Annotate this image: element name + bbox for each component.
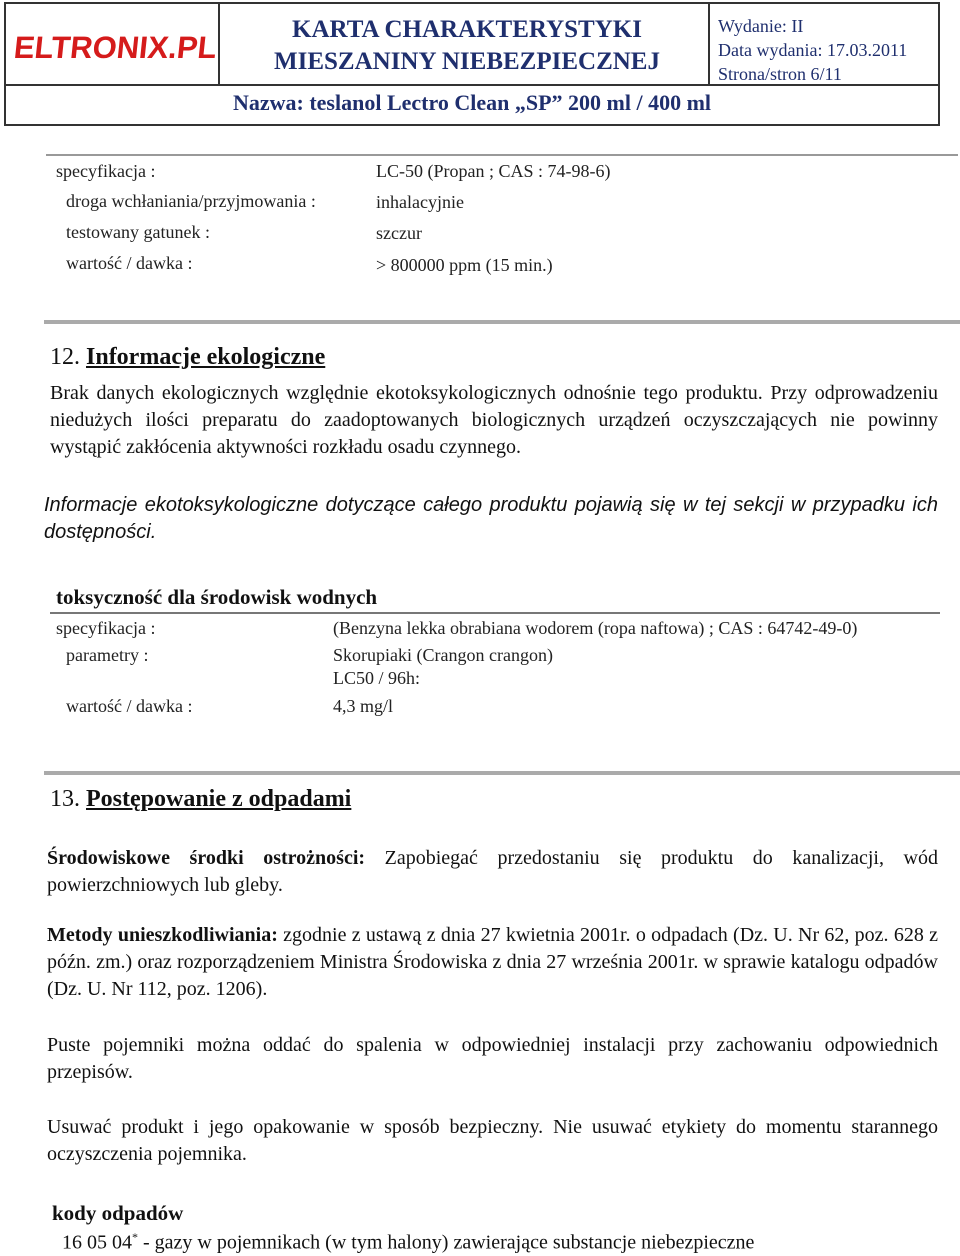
precautions-text: Zapobiegać przedostaniu się produktu do kanalizacji, wód powierzchniowych lub gleby. [47, 847, 938, 896]
spec-label: specyfikacja : [56, 161, 156, 181]
section-divider [44, 771, 960, 775]
spec-value: LC-50 (Propan ; CAS : 74-98-6) [376, 161, 611, 181]
title-line-2: MIESZANINY NIEBEZPIECZNEJ [274, 48, 660, 75]
disposal-paragraph [47, 922, 938, 1003]
section-12-heading [50, 344, 325, 371]
product-name: Nazwa: teslanol Lectro Clean „SP” 200 ml / 400 ml [232, 90, 712, 115]
ecology-paragraph: Brak danych ekologicznych względnie ekotoksykologicznych odnośnie tego produktu. Przy odprowadzeniu niedużych ilości preparatu do zaadoptowanych biologicznych urządzeń oczyszczających nie powinny wystąpić zakłócenia aktywności rozkładu osadu czynnego. [50, 382, 938, 458]
hazard-asterisk: * [132, 1230, 138, 1244]
dose-value: 4,3 mg/l [333, 696, 394, 716]
divider [46, 154, 958, 156]
species-label: testowany gatunek : [66, 222, 210, 242]
company-logo [12, 30, 218, 66]
disposal-text: zgodnie z ustawą z dnia 27 kwietnia 2001r. o odpadach (Dz. U. Nr 62, poz. 628 z późn. zm.) oraz rozporządzeniem Ministra Środowiska z dnia 27 września 2001r. w sprawie katalogu odpadów (Dz. U. Nr 112, poz. 1206). [47, 924, 938, 1000]
parameters-label: parametry : [66, 645, 149, 665]
logo-text: ELTRONIX.PL [12, 30, 219, 65]
route-label: droga wchłaniania/przyjmowania : [66, 191, 316, 211]
parameters-value-2: LC50 / 96h: [333, 668, 421, 688]
species-value: szczur [376, 223, 422, 243]
precautions-label: Środowiskowe środki ostrożności: [47, 847, 366, 869]
section-number: 13. [50, 786, 80, 812]
document-header [4, 2, 940, 126]
divider [50, 612, 940, 614]
section-title: Postępowanie z odpadami [86, 786, 352, 812]
waste-code: 16 05 04 [62, 1231, 132, 1254]
dose-value: > 800000 ppm (15 min.) [376, 255, 553, 275]
section-13-heading [50, 786, 351, 813]
document-meta [718, 14, 907, 86]
page-number: Strona/stron 6/11 [718, 64, 842, 84]
removal-paragraph: Usuwać produkt i jego opakowanie w sposób bezpieczny. Nie usuwać etykiety do momentu starannego oczyszczenia pojemnika. [47, 1116, 938, 1165]
spec-value: (Benzyna lekka obrabiana wodorem (ropa naftowa) ; CAS : 64742-49-0) [333, 618, 858, 638]
disposal-label: Metody unieszkodliwiania: [47, 924, 278, 946]
route-value: inhalacyjnie [376, 192, 464, 212]
aquatic-toxicity-heading: toksyczność dla środowisk wodnych [56, 585, 378, 609]
precautions-paragraph [47, 845, 938, 899]
dose-label: wartość / dawka : [66, 253, 193, 273]
ecology-note: Informacje ekotoksykologiczne dotyczące całego produktu pojawią się w tej sekcji w przypadku ich dostępności. [44, 494, 938, 543]
parameters-value: Skorupiaki (Crangon crangon) [333, 645, 553, 665]
document-title [224, 14, 710, 78]
title-line-1: KARTA CHARAKTERYSTYKI [292, 16, 642, 43]
dose-label: wartość / dawka : [66, 696, 193, 716]
waste-code-row [62, 1230, 754, 1255]
section-title: Informacje ekologiczne [86, 344, 326, 370]
waste-codes-heading: kody odpadów [52, 1201, 184, 1225]
section-number: 12. [50, 344, 80, 370]
section-divider [44, 320, 960, 324]
waste-code-description: - gazy w pojemnikach (w tym halony) zawierające substancje niebezpieczne [138, 1231, 755, 1254]
containers-paragraph: Puste pojemniki można oddać do spalenia w odpowiedniej instalacji przy zachowaniu odpowiednich przepisów. [47, 1034, 938, 1083]
header-divider [218, 4, 220, 84]
edition: Wydanie: II [718, 16, 804, 36]
spec-label: specyfikacja : [56, 618, 156, 638]
issue-date: Data wydania: 17.03.2011 [718, 40, 908, 60]
